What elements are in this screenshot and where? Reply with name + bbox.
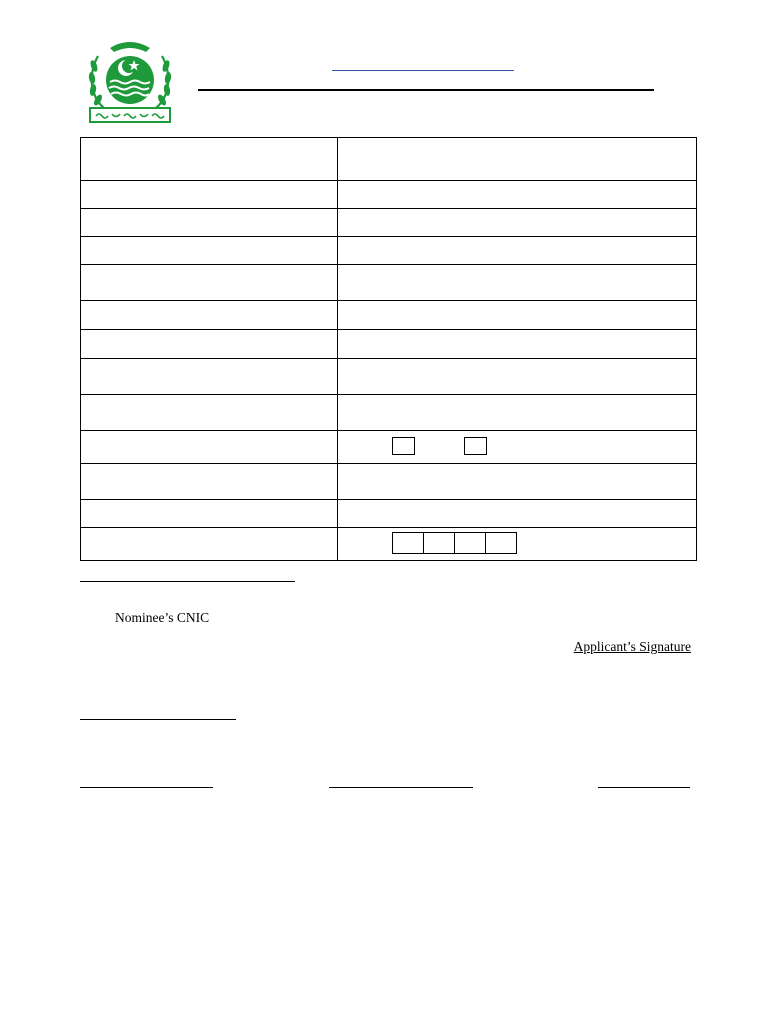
table-row bbox=[81, 237, 697, 265]
table-row bbox=[81, 181, 697, 209]
field-value-cell[interactable] bbox=[338, 330, 697, 359]
table-row bbox=[81, 265, 697, 301]
field-label-cell bbox=[81, 395, 338, 431]
field-value-cell[interactable] bbox=[338, 464, 697, 500]
field-value-cell[interactable] bbox=[338, 237, 697, 265]
signature-line bbox=[598, 787, 690, 788]
field-value-cell[interactable] bbox=[338, 359, 697, 395]
field-value-cell[interactable] bbox=[338, 181, 697, 209]
digit-entry-cell bbox=[338, 528, 697, 561]
table-row bbox=[81, 330, 697, 359]
signature-line bbox=[329, 787, 473, 788]
field-label-cell bbox=[81, 359, 338, 395]
table-row bbox=[81, 138, 697, 181]
header-link-underline bbox=[332, 70, 514, 71]
field-label-cell bbox=[81, 138, 338, 181]
field-value-cell[interactable] bbox=[338, 138, 697, 181]
digit-box[interactable] bbox=[485, 532, 517, 554]
field-label-cell bbox=[81, 209, 338, 237]
field-label-cell bbox=[81, 431, 338, 464]
field-value-cell[interactable] bbox=[338, 265, 697, 301]
field-value-cell[interactable] bbox=[338, 301, 697, 330]
field-value-cell[interactable] bbox=[338, 500, 697, 528]
field-label-cell bbox=[81, 265, 338, 301]
field-label-cell bbox=[81, 237, 338, 265]
table-row bbox=[81, 209, 697, 237]
section-heading-rule bbox=[80, 719, 236, 720]
field-label-cell bbox=[81, 528, 338, 561]
header-title-rule bbox=[198, 89, 654, 91]
field-value-cell[interactable] bbox=[338, 395, 697, 431]
applicant-signature-label: Applicant’s Signature bbox=[573, 639, 691, 654]
digit-box[interactable] bbox=[454, 532, 486, 554]
nominee-cnic-label: Nominee’s CNIC bbox=[115, 610, 210, 625]
field-label-cell bbox=[81, 330, 338, 359]
digit-box-group bbox=[392, 532, 517, 554]
table-row bbox=[81, 528, 697, 561]
table-row bbox=[81, 359, 697, 395]
field-label-cell bbox=[81, 500, 338, 528]
option-checkbox-b[interactable] bbox=[464, 437, 487, 455]
signature-line bbox=[80, 787, 213, 788]
table-row bbox=[81, 395, 697, 431]
digit-box[interactable] bbox=[423, 532, 455, 554]
table-row bbox=[81, 500, 697, 528]
government-crest-emblem-icon bbox=[84, 38, 176, 124]
application-form-table bbox=[80, 137, 697, 561]
table-row bbox=[81, 431, 697, 464]
field-label-cell bbox=[81, 464, 338, 500]
table-row bbox=[81, 301, 697, 330]
field-label-cell bbox=[81, 301, 338, 330]
field-value-cell[interactable] bbox=[338, 209, 697, 237]
field-label-cell bbox=[81, 181, 338, 209]
table-row bbox=[81, 464, 697, 500]
choice-cell bbox=[338, 431, 697, 464]
digit-box[interactable] bbox=[392, 532, 424, 554]
option-checkbox-a[interactable] bbox=[392, 437, 415, 455]
signature-line bbox=[80, 581, 295, 582]
